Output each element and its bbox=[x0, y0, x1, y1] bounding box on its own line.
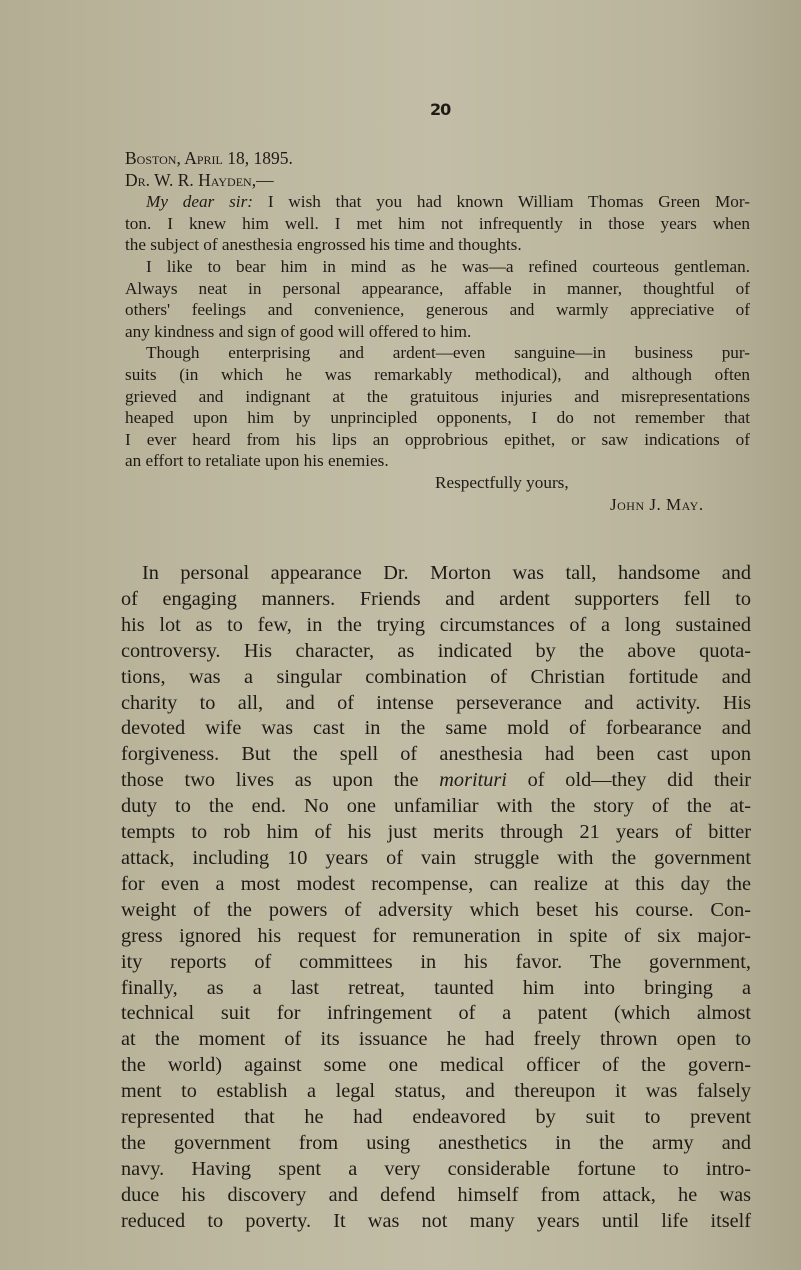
letter-paragraph bbox=[125, 342, 750, 472]
text-line: duce his discovery and defend himself from attack, he was bbox=[121, 1183, 751, 1206]
text-line: devoted wife was cast in the same mold of forbearance and bbox=[121, 717, 751, 740]
letter-salutation: My dear sir: bbox=[146, 192, 253, 212]
body-paragraph bbox=[121, 561, 751, 1235]
text-line: Always neat in personal appearance, affable in manner, thoughtful of bbox=[125, 278, 750, 298]
text-line: the world) against some one medical officer of the govern- bbox=[121, 1054, 751, 1077]
text-line: My dear sir: I wish that you had known William Thomas Green Mor- bbox=[146, 192, 751, 212]
text-line: navy. Having spent a very considerable fortune to intro- bbox=[121, 1157, 751, 1180]
text-line: those two lives as upon the morituri of old—they did their bbox=[121, 769, 751, 792]
text-line: grieved and indignant at the gratuitous injuries and misrepresentations bbox=[125, 386, 750, 406]
text-line: at the moment of its issuance he had freely thrown open to bbox=[121, 1028, 751, 1051]
text-line: attack, including 10 years of vain struggle with the government bbox=[121, 846, 751, 869]
text-line: I ever heard from his lips an opprobrious epithet, or saw indications of bbox=[125, 429, 750, 449]
text-line: ton. I knew him well. I met him not infrequently in those years when bbox=[125, 213, 750, 233]
text-line: Though enterprising and ardent—even sanguine—in business pur- bbox=[146, 343, 750, 363]
text-line: finally, as a last retreat, taunted him into bringing a bbox=[121, 976, 751, 999]
text-line: ity reports of committees in his favor. The government, bbox=[121, 950, 751, 973]
text-line: charity to all, and of intense perseverance and activity. His bbox=[121, 691, 751, 714]
text-line: others' feelings and convenience, generous and warmly appreciative of bbox=[125, 300, 750, 320]
quoted-letter bbox=[125, 148, 750, 515]
text-line: the government from using anesthetics in the army and bbox=[121, 1131, 751, 1154]
text-line: represented that he had endeavored by suit to prevent bbox=[121, 1106, 751, 1129]
text-line: any kindness and sign of good will offered to him. bbox=[125, 321, 472, 341]
text-line: suits (in which he was remarkably methodical), and although often bbox=[125, 364, 750, 384]
text-line: gress ignored his request for remuneration in spite of six major- bbox=[121, 924, 751, 947]
text-line: I like to bear him in mind as he was—a refined courteous gentleman. bbox=[146, 256, 750, 276]
text-line: forgiveness. But the spell of anesthesia had been cast upon bbox=[121, 743, 751, 766]
text-line: technical suit for infringement of a patent (which almost bbox=[121, 1002, 751, 1025]
text-line: ment to establish a legal status, and thereupon it was falsely bbox=[121, 1080, 751, 1103]
letter-paragraph bbox=[125, 256, 750, 342]
text-line: heaped upon him by unprincipled opponents, I do not remember that bbox=[125, 408, 750, 428]
text-line: controversy. His character, as indicated by the above quota- bbox=[121, 639, 751, 662]
text-line: the subject of anesthesia engrossed his time and thoughts. bbox=[125, 235, 522, 255]
text-line: his lot as to few, in the trying circumstances of a long sustained bbox=[121, 613, 751, 636]
letter-closing: Respectfully yours, bbox=[435, 472, 569, 492]
text-line: for even a most modest recompense, can realize at this day the bbox=[121, 872, 751, 895]
letter-signature: John J. May. bbox=[610, 494, 704, 514]
text-line: duty to the end. No one unfamiliar with the story of the at- bbox=[121, 795, 751, 818]
text-line: In personal appearance Dr. Morton was tall, handsome and bbox=[142, 562, 751, 584]
italic-term: morituri bbox=[439, 769, 507, 792]
paragraph bbox=[121, 561, 751, 1235]
text-line: reduced to poverty. It was not many years until life itself bbox=[121, 1209, 751, 1232]
text-line: weight of the powers of adversity which beset his course. Con- bbox=[121, 898, 751, 921]
letter-addressee: Dr. W. R. Hayden,— bbox=[125, 169, 274, 190]
text-line: an effort to retaliate upon his enemies. bbox=[125, 451, 389, 471]
text-line: tions, was a singular combination of Christian fortitude and bbox=[121, 665, 751, 688]
text-line: of engaging manners. Friends and ardent supporters fell to bbox=[121, 587, 751, 610]
letter-dateline: Boston, April 18, 1895. bbox=[125, 148, 293, 168]
letter-paragraph bbox=[125, 191, 750, 256]
page-number: 20 bbox=[430, 100, 451, 119]
text-line: tempts to rob him of his just merits through 21 years of bitter bbox=[121, 821, 751, 844]
